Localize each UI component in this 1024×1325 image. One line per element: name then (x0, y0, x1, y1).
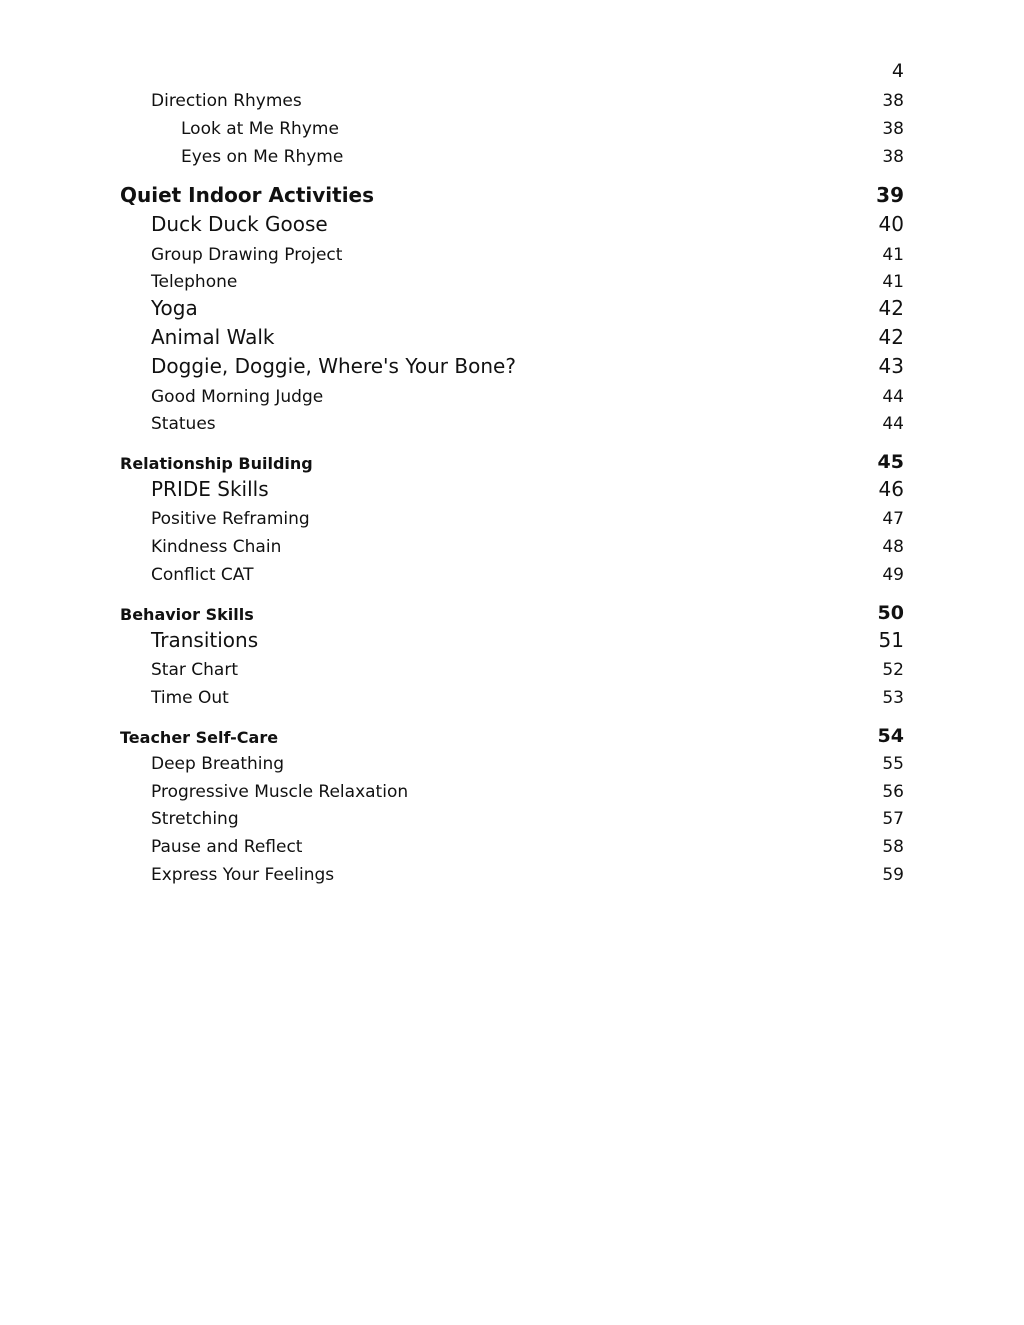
toc-entry (0, 382, 1024, 410)
toc-entry-title: Conflict CAT (151, 565, 254, 585)
toc-entry (0, 832, 1024, 860)
toc-entry (0, 655, 1024, 683)
page-number: 4 (891, 60, 904, 82)
toc-entry (0, 114, 1024, 142)
toc-entry-title: Star Chart (151, 660, 238, 680)
toc-section-title: Teacher Self-Care (120, 728, 279, 747)
toc-entry-title: Good Morning Judge (151, 387, 324, 407)
toc-entry-page: 42 (878, 296, 904, 320)
toc-entry-title: Duck Duck Goose (151, 212, 328, 236)
toc-entry-title: Time Out (151, 688, 229, 708)
toc-entry-title: Transitions (151, 628, 259, 652)
toc-section-page: 54 (877, 725, 904, 747)
toc-entry (0, 267, 1024, 295)
toc-entry-page: 56 (882, 782, 904, 802)
toc-entry-page: 52 (882, 660, 904, 680)
toc-entry-page: 41 (882, 272, 904, 292)
toc-entry (0, 211, 1024, 239)
toc-section-title: Behavior Skills (120, 605, 254, 624)
toc-entry-title: Kindness Chain (151, 537, 282, 557)
toc-entry-page: 48 (882, 537, 904, 557)
toc-entry-page: 38 (882, 91, 904, 111)
toc-entry-page: 58 (882, 837, 904, 857)
toc-entry-page: 44 (882, 387, 904, 407)
toc-entry (0, 749, 1024, 777)
toc-section-heading (0, 182, 1024, 210)
toc-section-title: Relationship Building (120, 454, 313, 473)
toc-entry-title: Eyes on Me Rhyme (181, 147, 344, 167)
toc-section-heading (0, 599, 1024, 627)
toc-entry-title: Pause and Reflect (151, 837, 303, 857)
toc-entry-title: Look at Me Rhyme (181, 119, 339, 139)
toc-entry-page: 42 (878, 325, 904, 349)
toc-entry (0, 240, 1024, 268)
toc-entry-page: 38 (882, 147, 904, 167)
toc-entry (0, 409, 1024, 437)
toc-section-page: 45 (877, 451, 904, 473)
toc-entry (0, 295, 1024, 323)
toc-entry-title: Stretching (151, 809, 239, 829)
toc-entry-page: 43 (878, 354, 904, 378)
toc-entry-page: 51 (878, 628, 904, 652)
toc-entry-page: 40 (878, 212, 904, 236)
toc-entry-page: 57 (882, 809, 904, 829)
toc-entry (0, 860, 1024, 888)
toc-entry-title: Group Drawing Project (151, 245, 343, 265)
toc-section-title: Quiet Indoor Activities (120, 183, 375, 207)
toc-entry-page: 59 (882, 865, 904, 885)
toc-entry (0, 324, 1024, 352)
toc-entry-page: 53 (882, 688, 904, 708)
toc-entry-title: Telephone (151, 272, 238, 292)
toc-entry (0, 504, 1024, 532)
toc-entry-page: 55 (882, 754, 904, 774)
toc-entry (0, 777, 1024, 805)
toc-entry-title: Express Your Feelings (151, 865, 335, 885)
toc-entry-page: 46 (878, 477, 904, 501)
toc-entry-title: Direction Rhymes (151, 91, 302, 111)
toc-entry (0, 476, 1024, 504)
toc-section-heading (0, 448, 1024, 476)
toc-entry (0, 683, 1024, 711)
toc-entry-page: 49 (882, 565, 904, 585)
toc-entry (0, 532, 1024, 560)
toc-entry-title: Animal Walk (151, 325, 275, 349)
toc-entry-title: PRIDE Skills (151, 477, 269, 501)
toc-entry (0, 353, 1024, 381)
toc-entry-page: 38 (882, 119, 904, 139)
toc-entry (0, 627, 1024, 655)
toc-entry-title: Yoga (151, 296, 198, 320)
toc-entry-title: Positive Reframing (151, 509, 310, 529)
toc-entry-title: Progressive Muscle Relaxation (151, 782, 409, 802)
toc-entry-title: Doggie, Doggie, Where's Your Bone? (151, 354, 516, 378)
toc-entry (0, 804, 1024, 832)
toc-section-heading (0, 722, 1024, 750)
toc-entry (0, 86, 1024, 114)
toc-entry-page: 41 (882, 245, 904, 265)
toc-section-page: 39 (876, 183, 904, 207)
toc-entry-page: 47 (882, 509, 904, 529)
toc-entry (0, 142, 1024, 170)
toc-entry-page: 44 (882, 414, 904, 434)
toc-entry-title: Deep Breathing (151, 754, 285, 774)
toc-entry (0, 560, 1024, 588)
toc-section-page: 50 (877, 602, 904, 624)
toc-entry-title: Statues (151, 414, 216, 434)
